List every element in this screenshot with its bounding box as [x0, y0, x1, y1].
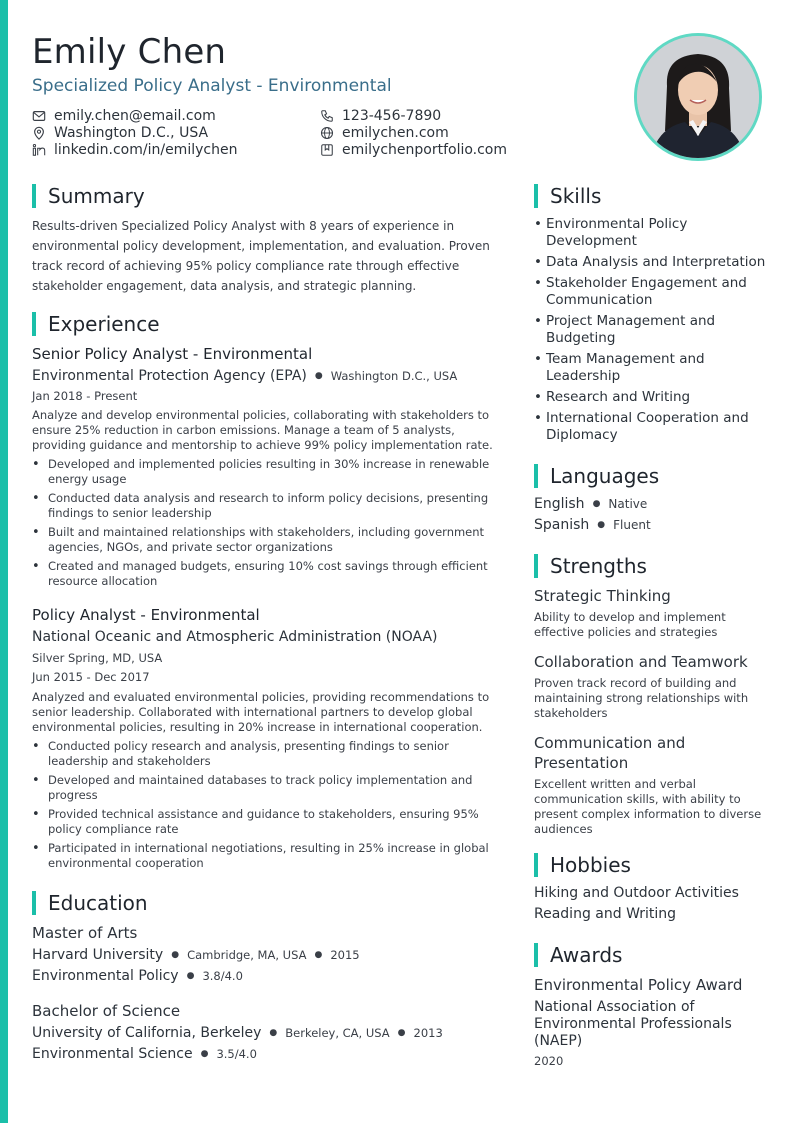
- phone-text: 123-456-7890: [342, 108, 442, 124]
- location-text: Washington D.C., USA: [54, 125, 209, 141]
- edu-field-line: [32, 968, 243, 984]
- language-row: [534, 496, 647, 512]
- heading-accent-bar: [534, 464, 538, 488]
- skills-heading-text: Skills: [550, 184, 602, 208]
- job-org: Environmental Protection Agency (EPA): [32, 368, 307, 384]
- summary-heading-text: Summary: [48, 184, 145, 208]
- job-org: National Oceanic and Atmospheric Administration (NOAA): [32, 629, 438, 645]
- candidate-name: Emily Chen: [32, 32, 227, 72]
- edu-location: Cambridge, MA, USA: [187, 948, 307, 962]
- accent-stripe: [0, 0, 8, 1123]
- strength-title: Communication and Presentation: [534, 734, 686, 772]
- separator-dot: ●: [397, 1028, 406, 1038]
- hobbies-heading-text: Hobbies: [550, 853, 631, 877]
- list-item: • Conducted policy research and analysis, presenting findings to senior leadership and stakeholders: [32, 739, 492, 769]
- hobby-item: Hiking and Outdoor Activities: [534, 885, 739, 901]
- job-achievements: [32, 739, 492, 875]
- edu-field: Environmental Science: [32, 1046, 193, 1062]
- separator-dot: ●: [200, 1049, 209, 1059]
- separator-dot: ●: [186, 971, 195, 981]
- edu-degree: Master of Arts: [32, 924, 138, 942]
- job-description: Analyze and develop environmental policies, collaborating with stakeholders to ensure 25% reduction in carbon emissions. Manage a team of 5 analysts, providing guidance and mentorship to achieve 99% policy implementation rate.: [32, 408, 493, 452]
- heading-accent-bar: [32, 312, 36, 336]
- languages-heading: [534, 464, 659, 488]
- language-level: Fluent: [613, 518, 651, 532]
- portrait-illustration: [637, 36, 759, 158]
- hobbies-heading: [534, 853, 631, 877]
- contact-phone[interactable]: [320, 108, 441, 124]
- contact-portfolio[interactable]: [320, 142, 507, 158]
- email-text: emily.chen@email.com: [54, 108, 216, 124]
- heading-accent-bar: [534, 184, 538, 208]
- education-heading: [32, 891, 148, 915]
- list-item: • Built and maintained relationships with stakeholders, including government agencies, NGOs, and private sector organizations: [32, 525, 492, 555]
- linkedin-text: linkedin.com/in/emilychen: [54, 142, 238, 158]
- job-dates: Jan 2018 - Present: [32, 389, 138, 403]
- heading-accent-bar: [534, 943, 538, 967]
- heading-accent-bar: [32, 184, 36, 208]
- edu-field-line: [32, 1046, 257, 1062]
- separator-dot: ●: [314, 371, 323, 381]
- awards-heading: [534, 943, 622, 967]
- languages-heading-text: Languages: [550, 464, 660, 488]
- job-location: Silver Spring, MD, USA: [32, 651, 163, 665]
- heading-accent-bar: [32, 891, 36, 915]
- edu-year: 2013: [413, 1026, 443, 1040]
- experience-heading: [32, 312, 160, 336]
- globe-icon: [320, 126, 334, 140]
- profile-photo: [634, 33, 762, 161]
- edu-gpa: 3.8/4.0: [202, 969, 243, 983]
- contact-website[interactable]: [320, 125, 449, 141]
- list-item: • Provided technical assistance and guidance to stakeholders, ensuring 95% policy compliance rate: [32, 807, 492, 837]
- bookmark-icon: [320, 143, 334, 157]
- separator-dot: ●: [314, 950, 323, 960]
- website-text: emilychen.com: [342, 125, 449, 141]
- list-item: • Data Analysis and Interpretation: [534, 254, 774, 271]
- award-organization: National Association of Environmental Professionals (NAEP): [534, 999, 732, 1049]
- award-year: 2020: [534, 1054, 564, 1068]
- separator-dot: ●: [269, 1028, 278, 1038]
- edu-school-line: [32, 947, 360, 963]
- list-item: • Developed and maintained databases to track policy implementation and progress: [32, 773, 492, 803]
- awards-heading-text: Awards: [550, 943, 623, 967]
- skills-list: [534, 216, 774, 448]
- award-title: Environmental Policy Award: [534, 976, 743, 994]
- heading-accent-bar: [534, 853, 538, 877]
- phone-icon: [320, 109, 334, 123]
- language-row: [534, 517, 651, 533]
- summary-text: Results-driven Specialized Policy Analyst with 8 years of experience in environmental policy development, implementation, and evaluation. Proven track record of achieving 95% policy compliance rate through effective stakeholder engagement, data analysis, and strategic planning.: [32, 219, 490, 293]
- strength-description: Proven track record of building and maintaining strong relationships with stakeholders: [534, 676, 749, 720]
- portfolio-text: emilychenportfolio.com: [342, 142, 508, 158]
- contact-linkedin[interactable]: [32, 142, 237, 158]
- list-item: • Conducted data analysis and research to inform policy decisions, presenting findings to senior leadership: [32, 491, 492, 521]
- separator-dot: ●: [171, 950, 180, 960]
- list-item: • Research and Writing: [534, 389, 774, 406]
- skills-heading: [534, 184, 601, 208]
- strength-description: Ability to develop and implement effective policies and strategies: [534, 610, 726, 639]
- list-item: • Participated in international negotiations, resulting in 25% increase in global environmental cooperation: [32, 841, 492, 871]
- job-location: Washington D.C., USA: [330, 369, 458, 383]
- job-title: Policy Analyst - Environmental: [32, 606, 260, 624]
- candidate-title: Specialized Policy Analyst - Environmental: [32, 76, 392, 96]
- list-item: • Team Management and Leadership: [534, 351, 774, 385]
- strength-description: Excellent written and verbal communication skills, with ability to present complex information to diverse audiences: [534, 777, 762, 836]
- edu-school: University of California, Berkeley: [32, 1025, 262, 1041]
- job-org-line: [32, 368, 457, 384]
- linkedin-icon: [32, 143, 46, 157]
- contact-location: [32, 125, 208, 141]
- edu-school-line: [32, 1025, 443, 1041]
- job-description: Analyzed and evaluated environmental policies, providing recommendations to senior leadership. Collaborated with international partners to develop global environmental policies, resulting in 20% increase in international cooperation.: [32, 690, 490, 734]
- edu-school: Harvard University: [32, 947, 164, 963]
- job-title: Senior Policy Analyst - Environmental: [32, 345, 313, 363]
- list-item: • International Cooperation and Diplomacy: [534, 410, 774, 444]
- edu-year: 2015: [330, 948, 360, 962]
- separator-dot: ●: [597, 520, 606, 530]
- edu-field: Environmental Policy: [32, 968, 179, 984]
- strengths-heading-text: Strengths: [550, 554, 647, 578]
- list-item: • Project Management and Budgeting: [534, 313, 774, 347]
- job-achievements: [32, 457, 492, 593]
- strengths-heading: [534, 554, 647, 578]
- summary-heading: [32, 184, 145, 208]
- list-item: • Developed and implemented policies resulting in 30% increase in renewable energy usage: [32, 457, 492, 487]
- list-item: • Created and managed budgets, ensuring 10% cost savings through efficient resource allocation: [32, 559, 492, 589]
- strength-title: Strategic Thinking: [534, 587, 671, 605]
- education-heading-text: Education: [48, 891, 148, 915]
- contact-email[interactable]: [32, 108, 216, 124]
- edu-location: Berkeley, CA, USA: [285, 1026, 390, 1040]
- job-dates: Jun 2015 - Dec 2017: [32, 670, 150, 684]
- mail-icon: [32, 109, 46, 123]
- language-name: Spanish: [534, 517, 590, 533]
- edu-gpa: 3.5/4.0: [216, 1047, 257, 1061]
- hobby-item: Reading and Writing: [534, 906, 677, 922]
- experience-heading-text: Experience: [48, 312, 160, 336]
- separator-dot: ●: [592, 499, 601, 509]
- list-item: • Stakeholder Engagement and Communication: [534, 275, 774, 309]
- edu-degree: Bachelor of Science: [32, 1002, 181, 1020]
- map-pin-icon: [32, 126, 46, 140]
- strength-title: Collaboration and Teamwork: [534, 653, 748, 671]
- language-level: Native: [608, 497, 648, 511]
- language-name: English: [534, 496, 585, 512]
- heading-accent-bar: [534, 554, 538, 578]
- list-item: • Environmental Policy Development: [534, 216, 774, 250]
